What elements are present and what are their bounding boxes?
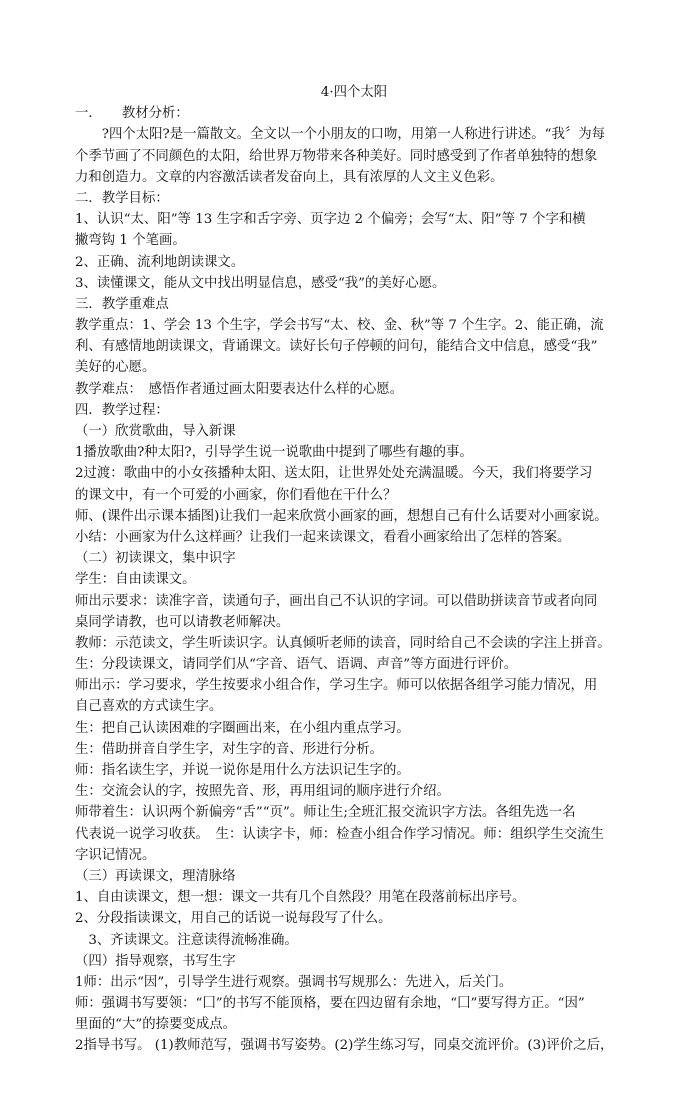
text-line: 利、有感情地朗读课文，背诵课文。读好长句子停顿的问句，能结合文中信息，感受“我” xyxy=(75,339,598,355)
text-line: 撇弯钩 1 个笔画。 xyxy=(75,233,186,249)
text-line: 3、齐读课文。注意读得流畅准确。 xyxy=(75,932,298,948)
text-line: 力和创造力。文章的内容激活读者发奋向上，具有浓厚的人文主义色彩。 xyxy=(75,169,504,185)
text-line: 教学难点： 感悟作者通过画太阳要表达什么样的心愿。 xyxy=(75,381,404,397)
text-line: 的课文中，有一个可爱的小画家，你们看他在干什么？ xyxy=(75,487,397,503)
text-line: （二）初读课文，集中识字 xyxy=(75,551,236,567)
text-line: 2指导书写。 (1)教师范写，强调书写姿势。(2)学生练习写，同桌交流评价。(3)评价之后， xyxy=(75,1038,614,1054)
text-line: 2、正确、流利地朗读课文。 xyxy=(75,254,245,270)
text-line: 1、自由读课文，想一想：课文一共有几个自然段？用笔在段落前标出序号。 xyxy=(75,890,526,906)
text-line: 生：借助拼音自学生字，对生字的音、形进行分析。 xyxy=(75,741,383,757)
text-line: 四．教学过程： xyxy=(75,402,169,418)
document-page xyxy=(75,82,633,1057)
text-line: 教师：示范读文，学生听读识字。认真倾听老师的读音，同时给自己不会读的字注上拼音。 xyxy=(75,635,611,651)
text-line: 生：把自己认读困难的字圈画出来，在小组内重点学习。 xyxy=(75,720,410,736)
text-line: 师：强调书写要领：“囗”的书写不能顶格，要在四边留有余地，“囗”要写得方正。“因” xyxy=(75,996,585,1012)
text-line: （四）指导观察，书写生字 xyxy=(75,953,236,969)
text-line: 里面的“大”的捺要变成点。 xyxy=(75,1017,236,1033)
text-line: 三．教学重难点 xyxy=(75,296,169,312)
text-line: 桌同学请教，也可以请教老师解决。 xyxy=(75,614,290,630)
text-line: 师：指名读生字，并说一说你是用什么方法识记生字的。 xyxy=(75,763,410,778)
text-line: 代表说一说学习收获。 生：认读字卡，师：检查小组合作学习情况。师：组织学生交流生 xyxy=(75,826,604,842)
text-line: 师出示要求：读准字音，读通句子，画出自己不认识的字词。可以借助拼读音节或者向同 xyxy=(75,593,598,609)
text-line: 自己喜欢的方式读生字。 xyxy=(75,699,223,715)
text-line: 师出示：学习要求，学生按要求小组合作，学习生字。师可以依据各组学习能力情况，用 xyxy=(75,678,598,694)
text-line: 师带着生：认识两个新偏旁“舌”“页”。师让生;全班汇报交流识字方法。各组先选一名 xyxy=(75,805,576,821)
text-line: 1师：出示“因”，引导学生进行观察。强调书写规那么：先进入，后关门。 xyxy=(75,974,513,990)
text-line: 一． 教材分析： xyxy=(75,106,189,122)
text-line: 字识记情况。 xyxy=(75,847,156,863)
text-line: 个季节画了不同颜色的太阳，给世界万物带来各种美好。同时感受到了作者单独特的想象 xyxy=(75,148,598,164)
text-line: （一）欣赏歌曲，导入新课 xyxy=(75,424,236,439)
text-line: 教学重点：1、学会 13 个生字，学会书写“太、校、金、秋”等 7 个生字。2、能正确，流 xyxy=(75,318,604,334)
text-line: 1播放歌曲?种太阳?，引导学生说一说歌曲中提到了哪些有趣的事。 xyxy=(75,445,473,461)
text-line: 美好的心愿。 xyxy=(75,360,156,376)
text-line: 1、认识“太、阳”等 13 生字和舌字旁、页字边 2 个偏旁；会写“太、阳”等 7 个字和横 xyxy=(75,212,586,228)
text-line: 小结：小画家为什么这样画？让我们一起来读课文，看看小画家给出了怎样的答案。 xyxy=(75,529,571,545)
document-title: 4·四个太阳 xyxy=(320,85,388,100)
text-line: 生：分段读课文，请同学们从“字音、语气、语调、声音”等方面进行评价。 xyxy=(75,657,518,673)
text-line: 生：交流会认的字，按照先音、形，再用组词的顺序进行介绍。 xyxy=(75,784,450,800)
text-line: 师、(课件出示课本插图)让我们一起来欣赏小画家的画，想想自己有什么话要对小画家说。 xyxy=(75,508,608,524)
document-body xyxy=(75,103,633,1056)
text-line: ?四个太阳?是一篇散文。全文以一个小朋友的口吻，用第一人称进行讲述。“我〞为每 xyxy=(75,127,606,143)
text-line: 2过渡：歌曲中的小女孩播种太阳、送太阳，让世界处处充满温暖。今天，我们将要学习 xyxy=(75,466,593,482)
text-line: （三）再读课文，理清脉络 xyxy=(75,868,236,884)
text-line: 学生：自由读课文。 xyxy=(75,572,196,588)
text-line: 二．教学目标： xyxy=(75,190,169,206)
text-line: 2、分段指读课文，用自己的话说一说每段写了什么。 xyxy=(75,911,392,927)
text-line: 3、读懂课文，能从文中找出明显信息，感受“我”的美好心愿。 xyxy=(75,275,446,291)
